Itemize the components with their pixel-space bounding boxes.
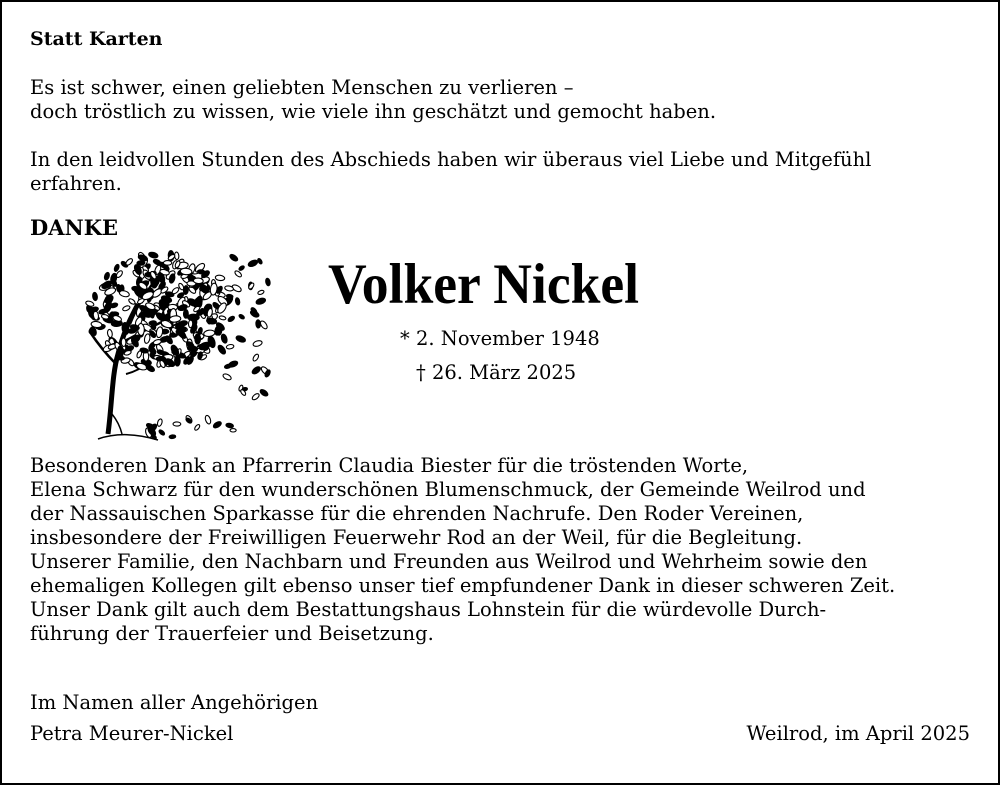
text-line: Unser Dank gilt auch dem Bestattungshaus Lohnstein für die würdevolle Durch- — [30, 598, 827, 621]
death-date: † 26. März 2025 — [416, 361, 577, 384]
place-and-date: Weilrod, im April 2025 — [746, 722, 970, 745]
birth-date: * 2. November 1948 — [400, 327, 600, 350]
text-line: der Nassauischen Sparkasse für die ehrenden Nachrufe. Den Roder Vereinen, — [30, 502, 804, 525]
text-line: Unserer Familie, den Nachbarn und Freunden aus Weilrod und Wehrheim sowie den — [30, 550, 868, 573]
signer-name: Petra Meurer-Nickel — [30, 722, 234, 745]
intro-line-4: erfahren. — [30, 172, 122, 195]
deceased-name: Volker Nickel — [328, 253, 640, 316]
text-line: ehemaligen Kollegen gilt ebenso unser tief empfundener Dank in dieser schweren Zeit. — [30, 574, 896, 597]
header-title: Statt Karten — [30, 28, 163, 50]
text-line: Elena Schwarz für den wunderschönen Blumenschmuck, der Gemeinde Weilrod und — [30, 478, 866, 501]
text-line: insbesondere der Freiwilligen Feuerwehr Rod an der Weil, für die Begleitung. — [30, 526, 803, 549]
thanks-heading: DANKE — [30, 215, 118, 240]
acknowledgement-text — [30, 454, 895, 646]
closing-line: Im Namen aller Angehörigen — [30, 691, 319, 714]
intro-line-1: Es ist schwer, einen geliebten Menschen zu verlieren – — [30, 76, 574, 99]
tree-with-falling-leaves-icon — [68, 234, 273, 444]
text-line: Besonderen Dank an Pfarrerin Claudia Biester für die tröstenden Worte, — [30, 454, 749, 477]
intro-line-2: doch tröstlich zu wissen, wie viele ihn geschätzt und gemocht haben. — [30, 100, 717, 123]
text-line: führung der Trauerfeier und Beisetzung. — [30, 622, 434, 645]
intro-line-3: In den leidvollen Stunden des Abschieds haben wir überaus viel Liebe und Mitgefühl — [30, 148, 872, 171]
